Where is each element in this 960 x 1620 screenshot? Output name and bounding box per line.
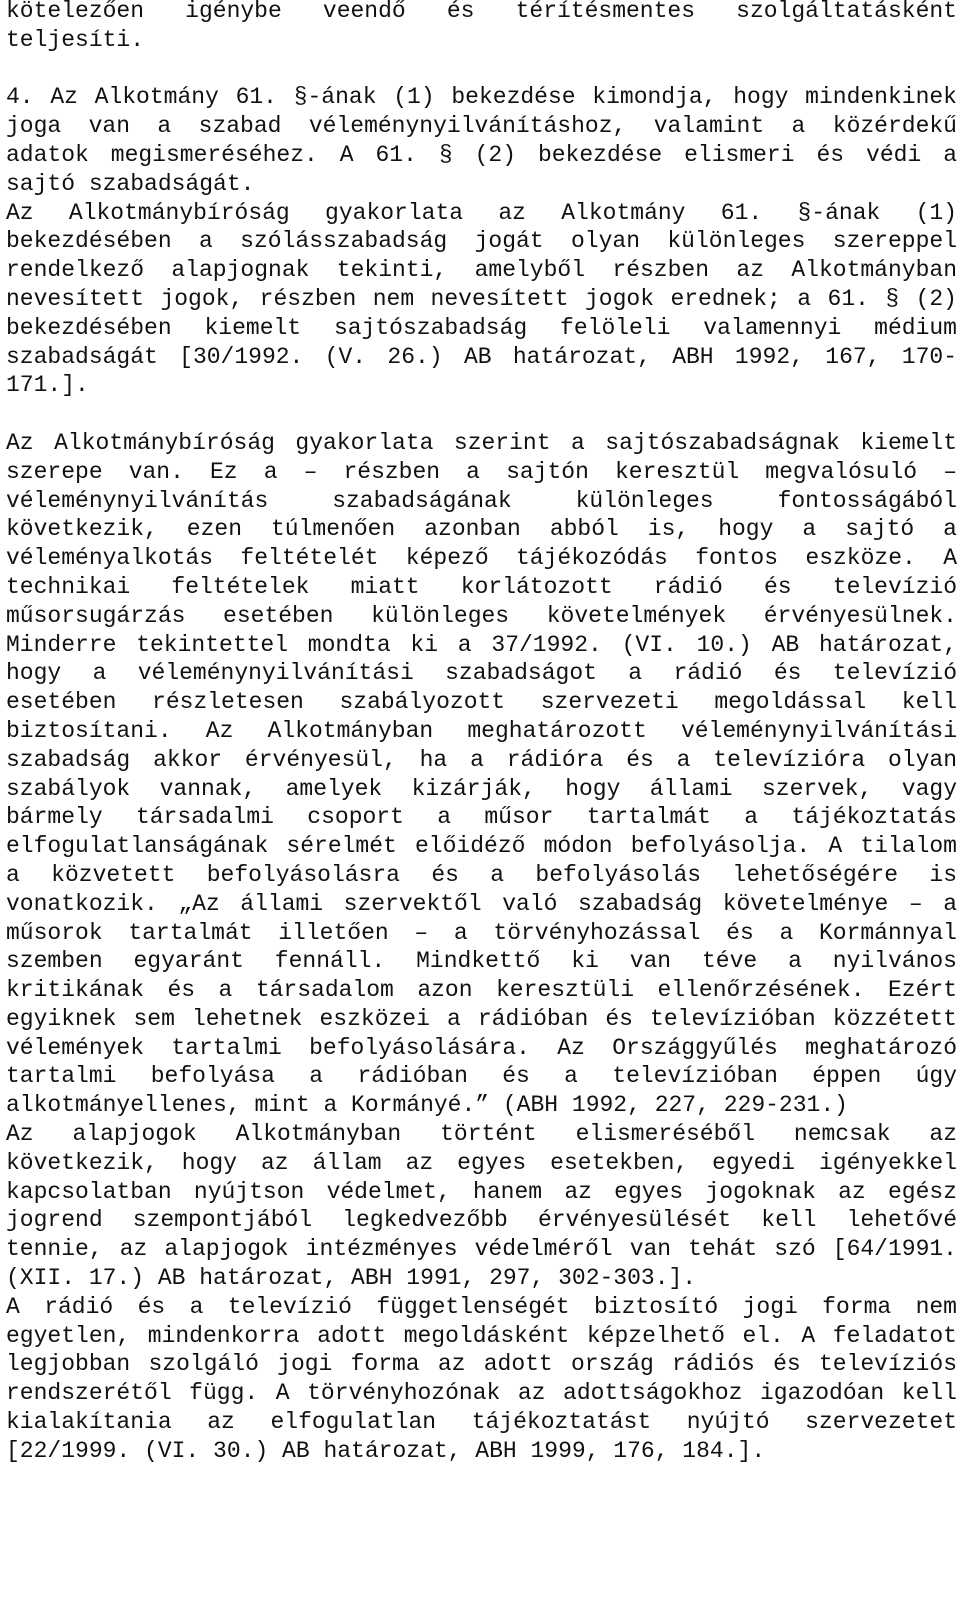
paragraph-fundamental-rights: Az alapjogok Alkotmányban történt elismeréséből nemcsak az következik, hogy az állam az egyes esetekben, egyedi igényekkel kapcsolatban nyújtson védelmet, hanem az egyes jogoknak az egész jogrend szempontjából legkedvezőbb érvényesülését kell lehetővé tennie, az alapjogok intézményes védelméről van tehát szó [64/1991. (XII. 17.) AB határozat, ABH 1991, 297, 302-303.]. [6,1121,957,1292]
paragraph-independence: A rádió és a televízió függetlenségét biztosító jogi forma nem egyetlen, mindenkorra adott megoldásként képzelhető el. A feladatot legjobban szolgáló jogi forma az adott ország rádiós és televíziós rendszerétől függ. A törvényhozónak az adottságokhoz igazodóan kell kialakítania az elfogulatlan tájékoztatást nyújtó szervezetet [22/1999. (VI. 30.) AB határozat, ABH 1999, 176, 184.]. [6,1293,957,1464]
paragraph-section-4: 4. Az Alkotmány 61. §-ának (1) bekezdése kimondja, hogy mindenkinek joga van a szabad véleménynyilvánításhoz, valamint a közérdekű adatok megismeréséhez. A 61. § (2) bekezdése elismeri és védi a sajtó szabadságát. [6,84,957,197]
paragraph-court-practice: Az Alkotmánybíróság gyakorlata az Alkotmány 61. §-ának (1) bekezdésében a szólásszabadság jogát olyan különleges szereppel rendelkező alapjognak tekinti, amelyből részben az Alkotmányban nevesített jogok, részben nem nevesített jogok erednek; a 61. § (2) bekezdésében kiemelt sajtószabadság felöleli valamennyi médium szabadságát [30/1992. (V. 26.) AB határozat, ABH 1992, 167, 170-171.]. [6,199,957,399]
document-page [6,0,957,1466]
paragraph-intro-continuation: kötelezően igénybe veendő és térítésmentes szolgáltatásként teljesíti. [6,0,957,53]
paragraph-press-freedom: Az Alkotmánybíróság gyakorlata szerint a sajtószabadságnak kiemelt szerepe van. Ez a – részben a sajtón keresztül megvalósuló – véleménynyilvánítás szabadságának különleges fontosságából következik, ezen túlmenően azonban abból is, hogy a sajtó a véleményalkotás feltételét képező tájékozódás fontos eszköze. A technikai feltételek miatt korlátozott rádió és televízió műsorsugárzás esetében különleges követelmények érvényesülnek. Minderre tekintettel mondta ki a 37/1992. (VI. 10.) AB határozat, hogy a véleménynyilvánítási szabadságot a rádió és televízió esetében részletesen szabályozott szervezeti megoldással kell biztosítani. Az Alkotmányban meghatározott véleménynyilvánítási szabadság akkor érvényesül, ha a rádióra és a televízióra olyan szabályok vannak, amelyek kizárják, hogy állami szervek, vagy bármely társadalmi csoport a műsor tartalmát a tájékoztatás elfogulatlanságának sérelmét előidéző módon befolyásolja. A tilalom a közvetett befolyásolásra és a befolyásolás lehetőségére is vonatkozik. „Az állami szervektől való szabadság követelménye – a műsorok tartalmát illetően – a törvényhozással és a Kormánnyal szemben egyaránt fennáll. Mindkettő ki van téve a nyilvános kritikának és a társadalom azon keresztüli ellenőrzésének. Ezért egyiknek sem lehetnek eszközei a rádióban és televízióban közzétett vélemények tartalmi befolyásolására. Az Országgyűlés meghatározó tartalmi befolyása a rádióban és a televízióban éppen úgy alkotmányellenes, mint a Kormányé.” (ABH 1992, 227, 229-231.) [6,429,957,1119]
